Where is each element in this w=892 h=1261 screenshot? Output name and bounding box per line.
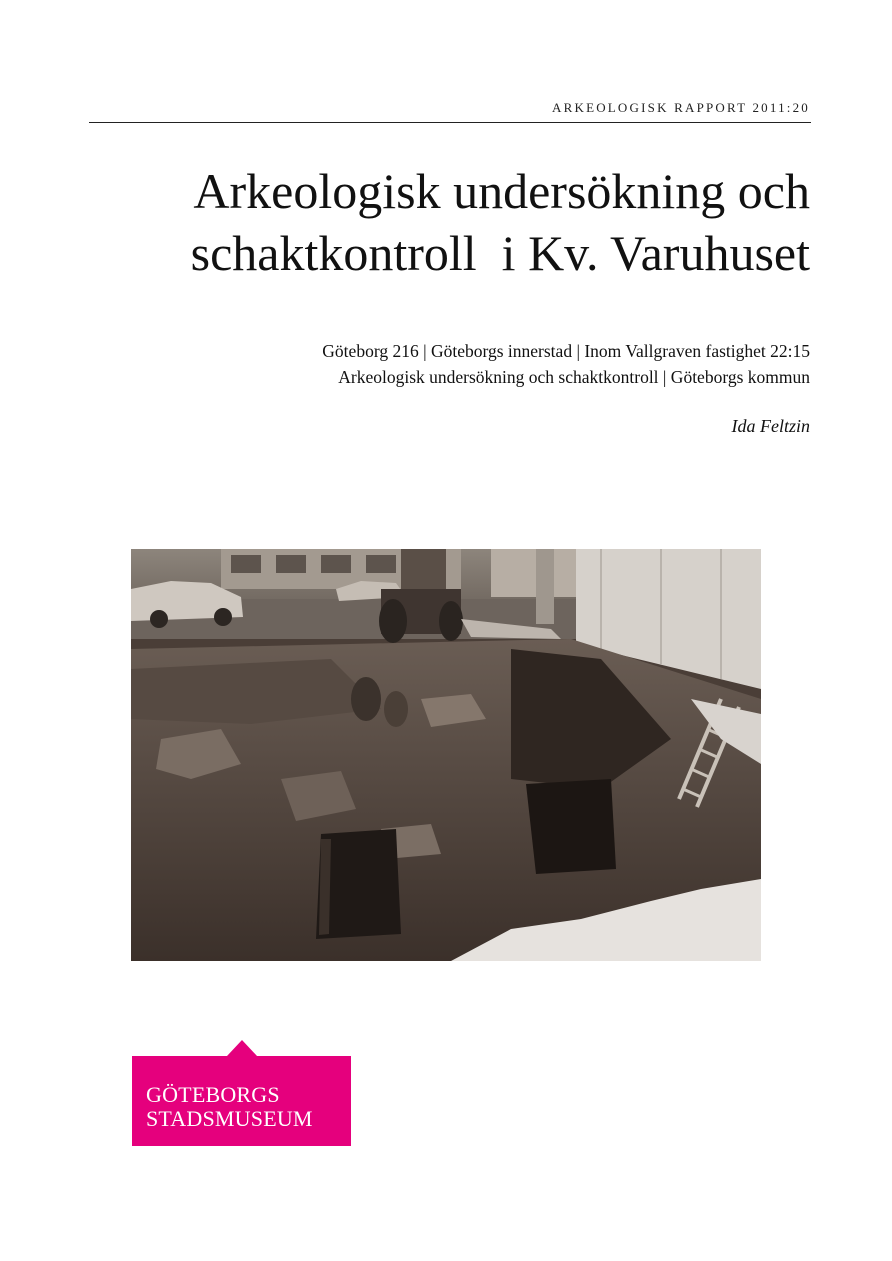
logo-line-2: STADSMUSEUM [146, 1106, 313, 1131]
author-name: Ida Feltzin [731, 416, 810, 436]
report-series: ARKEOLOGISK RAPPORT 2011:20 [552, 100, 810, 115]
metadata-line-1: Göteborg 216 | Göteborgs innerstad | Inom Vallgraven fastighet 22:15 [322, 341, 810, 361]
metadata-line-2: Arkeologisk undersökning och schaktkontroll | Göteborgs kommun [338, 367, 810, 387]
excavation-photo [131, 549, 761, 961]
logo-wordmark [146, 1083, 313, 1131]
report-metadata [110, 338, 810, 390]
excavation-photo-illustration [131, 549, 761, 961]
logo-line-1: GÖTEBORGS [146, 1082, 280, 1107]
header-rule [89, 122, 811, 123]
stadsmuseum-logo [132, 1040, 351, 1146]
title-line-2: schaktkontroll i Kv. Varuhuset [190, 225, 810, 281]
report-title [110, 160, 810, 284]
title-line-1: Arkeologisk undersökning och [193, 163, 810, 219]
